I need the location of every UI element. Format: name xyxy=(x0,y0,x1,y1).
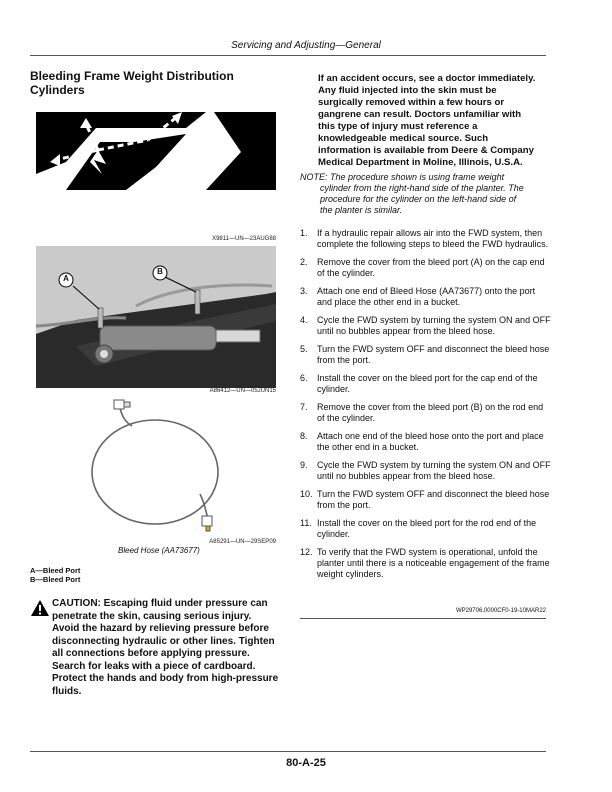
section-title-line-1: Bleeding Frame Weight Distribution xyxy=(30,69,234,83)
step-number: 11. xyxy=(300,518,312,528)
note-line: NOTE: The procedure shown is using frame weight xyxy=(300,172,505,182)
step-number: 5. xyxy=(300,344,308,354)
bleed-port-a xyxy=(98,308,103,328)
accident-line: gangrene can result. Doctors unfamiliar with xyxy=(318,109,522,120)
callout-a-label: A xyxy=(63,274,69,283)
step-text: To verify that the FWD system is operational, unfold the planter until there is a noticeable engagement of the frame weight cylinders. xyxy=(317,547,550,579)
running-header: Servicing and Adjusting—General xyxy=(231,40,381,51)
step-text: Turn the FWD system OFF and disconnect the bleed hose from the port. xyxy=(317,489,550,510)
step-item xyxy=(300,547,552,580)
step-item xyxy=(300,431,552,453)
step-text: If a hydraulic repair allows air into the FWD system, then complete the following steps to bleed the FWD hydraulics. xyxy=(317,228,549,249)
callout-b-label: B xyxy=(157,267,163,276)
step-number: 8. xyxy=(300,431,308,441)
cylinder-body xyxy=(100,326,216,350)
step-number: 1. xyxy=(300,228,308,238)
accident-line: this type of injury must reference a xyxy=(318,121,478,132)
page-number: 80-A-25 xyxy=(286,757,326,769)
bleed-hose-drawing xyxy=(80,398,230,538)
step-number: 6. xyxy=(300,373,308,383)
step-text: Remove the cover from the bleed port (B) on the rod end of the cylinder. xyxy=(317,402,544,423)
step-number: 9. xyxy=(300,460,308,470)
step-number: 3. xyxy=(300,286,308,296)
figure-1-code: X9811—UN—23AUG88 xyxy=(212,236,276,242)
accident-line: If an accident occurs, see a doctor immediately. xyxy=(318,73,536,84)
caution-line: penetrate the skin, causing serious injury. xyxy=(52,610,252,622)
step-item xyxy=(300,228,552,250)
step-text: Cycle the FWD system by turning the system ON and OFF until no bubbles appear from the bleed hose. xyxy=(317,315,551,336)
step-number: 4. xyxy=(300,315,308,325)
accident-line: knowledgeable medical source. Such xyxy=(318,133,489,144)
header-rule xyxy=(30,55,546,56)
step-text: Attach one end of the bleed hose onto the port and place the other end in a bucket. xyxy=(317,431,544,452)
legend-item-b: B—Bleed Port xyxy=(30,575,81,584)
step-number: 10. xyxy=(300,489,313,499)
step-text: Install the cover on the bleed port for the cap end of the cylinder. xyxy=(317,373,538,394)
caution-text xyxy=(52,598,284,698)
section-title-line-2: Cylinders xyxy=(30,83,85,97)
step-item xyxy=(300,315,552,337)
step-item xyxy=(300,518,552,540)
warning-triangle-icon xyxy=(30,599,50,617)
caution-line: Avoid the hazard by relieving pressure before xyxy=(52,623,269,634)
caution-line: all connections before applying pressure. xyxy=(52,648,250,659)
caution-line: CAUTION: Escaping fluid under pressure can xyxy=(52,598,268,609)
document-code: WP29706,0000CF0-19-10MAR22 xyxy=(455,608,546,614)
step-text: Cycle the FWD system by turning the system ON and OFF until no bubbles appear from the bleed hose. xyxy=(317,460,551,481)
note-line: procedure for the cylinder on the left-hand side of xyxy=(320,194,517,204)
step-number: 7. xyxy=(300,402,308,412)
step-item xyxy=(300,489,552,511)
step-item xyxy=(300,344,552,366)
step-text: Remove the cover from the bleed port (A) on the cap end of the cylinder. xyxy=(317,257,545,278)
step-number: 12. xyxy=(300,547,313,557)
figure-2-code: A86412—UN—05JUN15 xyxy=(209,388,276,394)
figure-cylinder-photo xyxy=(36,246,276,388)
footer-rule xyxy=(30,751,546,752)
accident-line: information is available from Deere & Company xyxy=(318,145,534,156)
figure-3-code: A85291—UN—29SEP09 xyxy=(209,539,276,545)
step-number: 2. xyxy=(300,257,308,267)
step-item xyxy=(300,373,552,395)
accident-line: Medical Department in Moline, Illinois, U.S.A. xyxy=(318,157,523,168)
step-text: Attach one end of Bleed Hose (AA73677) onto the port and place the other end in a bucket. xyxy=(317,286,536,307)
figure-bleed-hose xyxy=(80,398,230,538)
accident-line: surgically removed within a few hours or xyxy=(318,97,505,108)
step-text: Turn the FWD system OFF and disconnect the bleed hose from the port. xyxy=(317,344,550,365)
procedure-note xyxy=(300,172,552,216)
step-item xyxy=(300,286,552,308)
accident-line: Any fluid injected into the skin must be xyxy=(318,85,497,96)
section-title xyxy=(30,69,280,97)
accident-warning-text xyxy=(318,73,553,169)
note-line: cylinder from the right-hand side of the planter. The xyxy=(320,183,524,193)
step-item xyxy=(300,257,552,279)
step-item xyxy=(300,460,552,482)
procedure-steps xyxy=(300,228,552,587)
caution-line: disconnecting hydraulic or other lines. Tighten xyxy=(52,635,275,647)
note-line: the planter is similar. xyxy=(320,205,403,215)
pressure-hazard-icon xyxy=(36,112,276,190)
caution-line: Protect the hands and body from high-pressure xyxy=(52,673,279,684)
figure-pressure-hazard xyxy=(36,112,276,190)
cylinder-rod xyxy=(216,330,260,342)
legend-item-a: A—Bleed Port xyxy=(30,566,81,575)
figure-3-caption: Bleed Hose (AA73677) xyxy=(118,546,200,555)
caution-line: fluids. xyxy=(52,685,82,697)
legend xyxy=(30,566,80,584)
step-item xyxy=(300,402,552,424)
caution-line: Search for leaks with a piece of cardboard. xyxy=(52,660,256,672)
step-text: Install the cover on the bleed port for the rod end of the cylinder. xyxy=(317,518,537,539)
section-end-rule xyxy=(300,618,546,619)
bleed-port-b xyxy=(195,290,200,314)
